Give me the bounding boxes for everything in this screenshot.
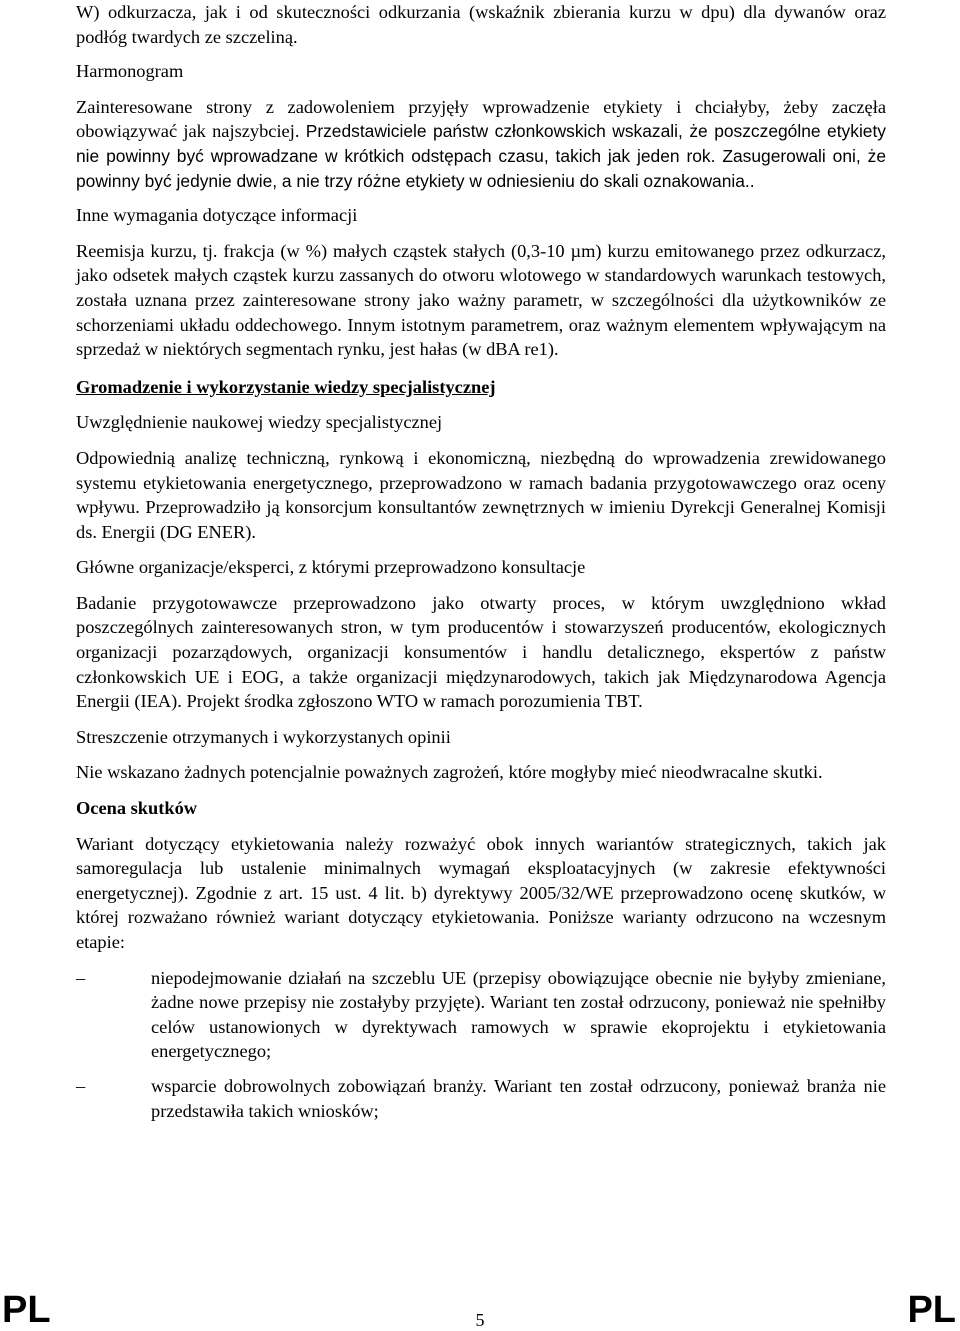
list-item <box>76 1074 886 1123</box>
paragraph-labelling-option: Wariant dotyczący etykietowania należy rozważyć obok innych wariantów strategicznych, takich jak samoregulacja lub ustalenie minimalnych wymagań eksploatacyjnych (w zakresie efektywności energetycznej). Zgodnie z art. 15 ust. 4 lit. b) dyrektywy 2005/32/WE przeprowadzono ocenę skutków, w której rozważano również wariant dotyczący etykietowania. Poniższe warianty odrzucono na wczesnym etapie: <box>76 833 886 952</box>
footer-language-left: PL <box>2 1289 51 1331</box>
paragraph-intro: W) odkurzacza, jak i od skuteczności odkurzania (wskaźnik zbierania kurzu w dpu) dla dywanów oraz podłóg twardych ze szczeliną. <box>76 2 886 47</box>
list-dash: – <box>76 967 86 988</box>
heading-information-requirements: Inne wymagania dotyczące informacji <box>76 205 358 226</box>
subheading-scientific-expertise: Uwzględnienie naukowej wiedzy specjalistycznej <box>76 412 443 433</box>
list-item-text: wsparcie dobrowolnych zobowiązań branży. Wariant ten został odrzucony, ponieważ branża nie przedstawiła takich wniosków; <box>151 1075 886 1121</box>
harmonogram-text-sans: Przedstawiciele państw członkowskich wskazali, że poszczególne etykiety nie powinny być wprowadzane w krótkich odstępach czasu, takich jak jeden rok. Zasugerowali oni, że powinny być jedynie dwie, a nie trzy różne etykiety w odniesieniu do skali oznakowania.. <box>76 121 887 191</box>
paragraph-analysis: Odpowiednią analizę techniczną, rynkową i ekonomiczną, niezbędną do wprowadzenia zrewidowanego systemu etykietowania energetycznego, przeprowadzono w ramach badania przygotowawczego oraz oceny wpływu. Przeprowadziło ją konsorcjum konsultantów zewnętrznych w imieniu Dyrekcji Generalnej Komisji ds. Energii (DG ENER). <box>76 447 886 542</box>
list-item <box>76 966 886 1064</box>
dust-reemission-body: frakcja (w %) małych cząstek stałych (0,3-10 µm) kurzu emitowanego przez odkurzacz, jako odsetek małych cząstek kurzu zassanych do otworu wlotowego w standardowych warunkach testowych, została uznana przez zainteresowane strony jako ważny parametr, w szczególności dla użytkowników ze schorzeniami układu oddechowego. Innym istotnym parametrem, oraz ważnym elementem wpływającym na sprzedaż w niektórych segmentach rynku, jest hałas (w dBA re1). <box>76 240 886 360</box>
dust-reemission-lead: Reemisja kurzu, tj. <box>76 240 218 261</box>
harmonogram-text-serif: Zainteresowane strony z zadowoleniem przyjęły wprowadzenie etykiety i chciałyby, żeby zaczęła obowiązywać jak najszybciej. <box>76 96 886 142</box>
document-page <box>76 0 886 1123</box>
list-dash: – <box>76 1075 86 1096</box>
subheading-organisations: Główne organizacje/eksperci, z którymi przeprowadzono konsultacje <box>76 557 586 578</box>
paragraph-dust-reemission <box>76 239 886 362</box>
paragraph-harmonogram <box>76 95 886 193</box>
page-number: 5 <box>475 1310 485 1330</box>
subheading-opinions: Streszczenie otrzymanych i wykorzystanych opinii <box>76 726 451 747</box>
paragraph-preparatory-study: Badanie przygotowawcze przeprowadzono jako otwarty proces, w którym uwzględniono wkład poszczególnych zainteresowanych stron, w tym producentów i stowarzyszeń producentów, ekologicznych organizacji pozarządowych, organizacji konsumentów i handlu detalicznego, ekspertów z państw członkowskich UE i EOG, a także organizacji międzynarodowych, takich jak Międzynarodowa Agencja Energii (IEA). Projekt środka zgłoszono WTO w ramach porozumienia TBT. <box>76 592 886 712</box>
footer-language-right: PL <box>907 1289 956 1331</box>
list-item-text: niepodejmowanie działań na szczeblu UE (przepisy obowiązujące obecnie nie byłyby zmieniane, żadne nowe przepisy nie zostałyby przyjęte). Wariant ten został odrzucony, ponieważ nie spełniłby celów ustanowionych w dyrektywach ramowych w sprawie ekoprojektu i etykietowania energetycznego; <box>151 967 886 1062</box>
heading-impact-assessment: Ocena skutków <box>76 798 198 819</box>
paragraph-no-risks: Nie wskazano żadnych potencjalnie poważnych zagrożeń, które mogłyby mieć nieodwracalne skutki. <box>76 762 823 783</box>
heading-expertise: Gromadzenie i wykorzystanie wiedzy specjalistycznej <box>76 376 496 397</box>
heading-harmonogram: Harmonogram <box>76 61 184 82</box>
